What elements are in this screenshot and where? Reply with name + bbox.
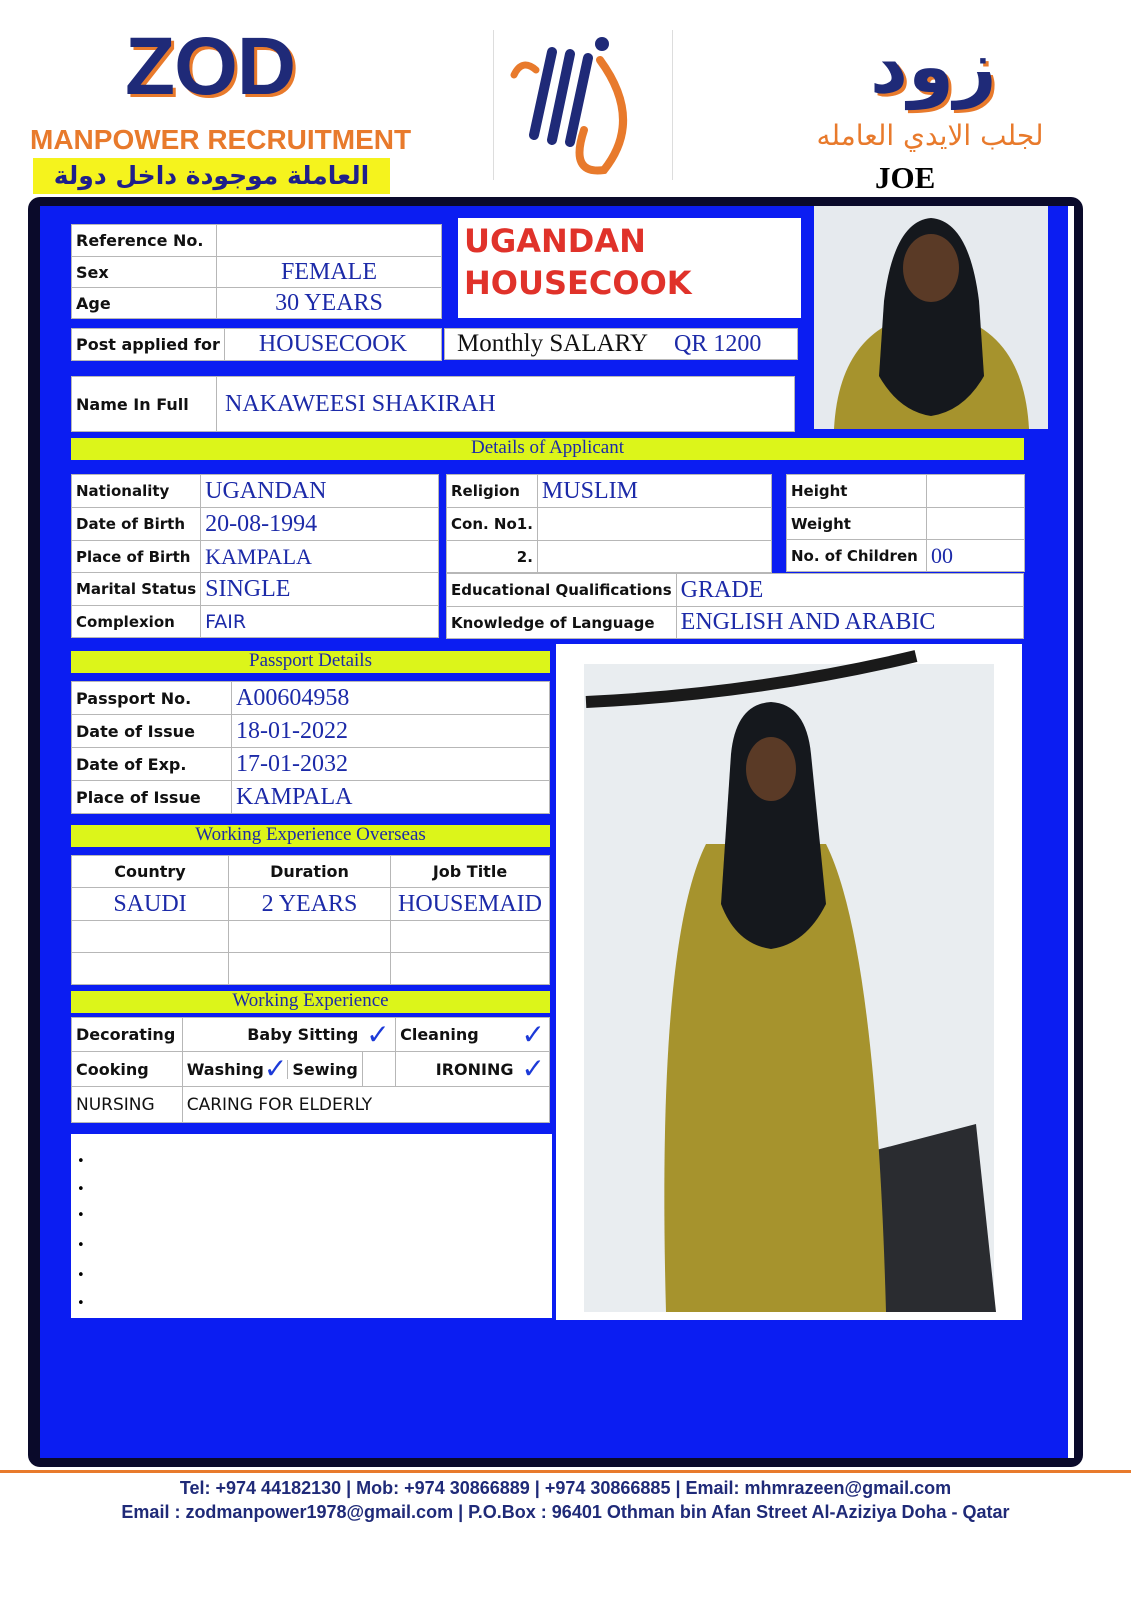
language-label: Knowledge of Language (447, 607, 677, 639)
age-value: 30 YEARS (217, 288, 442, 319)
title-line1: UGANDAN (464, 222, 646, 260)
con2-label: 2. (447, 541, 538, 573)
reference-value (217, 225, 442, 257)
skills-table (71, 1017, 550, 1123)
skills-heading: Working Experience (71, 991, 550, 1013)
passport-exp-value: 17-01-2032 (232, 748, 550, 781)
passport-number-label: Passport No. (72, 682, 232, 715)
arabic-banner: العاملة موجودة داخل دولة (33, 158, 390, 194)
basic-info-table (71, 224, 442, 319)
education-table (446, 573, 1024, 639)
sex-label: Sex (72, 257, 217, 288)
salary-box (444, 328, 798, 360)
skill-sewing: Sewing (287, 1060, 361, 1079)
complexion-label: Complexion (72, 606, 201, 638)
sex-value: FEMALE (217, 257, 442, 288)
passport-issue-value: 18-01-2022 (232, 715, 550, 748)
children-value: 00 (927, 540, 1025, 572)
details-heading: Details of Applicant (71, 438, 1024, 460)
skill-baby-sitting: Baby Sitting (182, 1018, 362, 1052)
overseas-country: SAUDI (72, 888, 229, 921)
name-table (71, 376, 795, 432)
skill-washing: Washing (186, 1059, 264, 1079)
language-value: ENGLISH AND ARABIC (676, 607, 1023, 639)
skill-cleaning: Cleaning (396, 1018, 518, 1052)
skill-cooking: Cooking (72, 1052, 183, 1087)
passport-place-value: KAMPALA (232, 781, 550, 814)
brand-title: ZOD (125, 21, 296, 112)
marital-value: SINGLE (201, 573, 439, 606)
title-line2: HOUSECOOK (464, 264, 692, 302)
bullet-icon: • (77, 1154, 85, 1169)
post-table (71, 328, 442, 361)
checkmark-icon: ✓ (263, 1052, 288, 1085)
overseas-heading: Working Experience Overseas (71, 825, 550, 847)
arabic-tagline: لجلب الايدي العامله (816, 119, 1044, 152)
col-job: Job Title (391, 856, 550, 888)
complexion-value: FAIR (201, 606, 439, 638)
passport-exp-label: Date of Exp. (72, 748, 232, 781)
skill-elderly: CARING FOR ELDERLY (182, 1087, 549, 1123)
children-label: No. of Children (787, 540, 927, 572)
post-label: Post applied for (72, 329, 225, 361)
bullet-icon: • (77, 1238, 85, 1253)
footer-contacts: Tel: +974 44182130 | Mob: +974 30866889 | +974 30866885 | Email: mhmrazeen@gmail.com (179, 1478, 952, 1498)
overseas-duration: 2 YEARS (229, 888, 391, 921)
table-row (72, 953, 550, 985)
religion-label: Religion (447, 475, 538, 508)
passport-table (71, 681, 550, 814)
pob-label: Place of Birth (72, 541, 201, 573)
con1-value (537, 508, 771, 541)
weight-value (927, 508, 1025, 540)
overseas-table (71, 855, 550, 985)
position-title (458, 218, 801, 318)
religion-table (446, 474, 772, 573)
skill-ironing: IRONING (396, 1052, 518, 1087)
bullet-icon: • (77, 1268, 85, 1283)
brand-subtitle: MANPOWER RECRUITMENT (30, 124, 412, 155)
arabic-brand: زود (870, 24, 997, 110)
name-label: Name In Full (72, 377, 217, 432)
post-value: HOUSECOOK (224, 329, 441, 361)
passport-issue-label: Date of Issue (72, 715, 232, 748)
height-label: Height (787, 475, 927, 508)
height-value (927, 475, 1025, 508)
checkmark-icon: ✓ (521, 1052, 545, 1085)
table-row (72, 888, 550, 921)
checkmark-icon: ✓ (366, 1017, 390, 1051)
passport-place-label: Place of Issue (72, 781, 232, 814)
reference-label: Reference No. (72, 225, 217, 257)
salary-label: Monthly SALARY (457, 330, 649, 357)
con1-label: Con. No1. (447, 508, 538, 541)
passport-number-value: A00604958 (232, 682, 550, 715)
weight-label: Weight (787, 508, 927, 540)
pob-value: KAMPALA (201, 541, 439, 573)
col-country: Country (72, 856, 229, 888)
table-row (72, 921, 550, 953)
bullet-icon: • (77, 1182, 85, 1197)
marital-label: Marital Status (72, 573, 201, 606)
nationality-label: Nationality (72, 475, 201, 508)
checkmark-icon: ✓ (521, 1017, 545, 1051)
footer-divider (0, 1470, 1131, 1473)
bullet-icon: • (77, 1296, 85, 1311)
con2-value (537, 541, 771, 573)
salary-value: QR 1200 (674, 330, 762, 357)
physical-table (786, 474, 1025, 572)
col-duration: Duration (229, 856, 391, 888)
brand-logo (493, 30, 673, 180)
dob-value: 20-08-1994 (201, 508, 439, 541)
education-value: GRADE (676, 574, 1023, 607)
skill-decorating: Decorating (72, 1018, 183, 1052)
applicant-portrait (814, 206, 1048, 429)
applicant-full-photo (556, 644, 1022, 1320)
nationality-value: UGANDAN (201, 475, 439, 508)
dob-label: Date of Birth (72, 508, 201, 541)
bullet-icon: • (77, 1208, 85, 1223)
personal-table (71, 474, 439, 638)
cv-edge (1068, 206, 1074, 1458)
age-label: Age (72, 288, 217, 319)
name-value: NAKAWEESI SHAKIRAH (217, 377, 795, 432)
skill-nursing: NURSING (72, 1087, 183, 1123)
education-label: Educational Qualifications (447, 574, 677, 607)
footer-address: Email : zodmanpower1978@gmail.com | P.O.Box : 96401 Othman bin Afan Street Al-Aziziya Doha - Qatar (121, 1502, 1010, 1522)
passport-heading: Passport Details (71, 651, 550, 673)
notes-box (71, 1134, 552, 1318)
religion-value: MUSLIM (537, 475, 771, 508)
agent-code: JOE (875, 160, 936, 195)
overseas-job: HOUSEMAID (391, 888, 550, 921)
